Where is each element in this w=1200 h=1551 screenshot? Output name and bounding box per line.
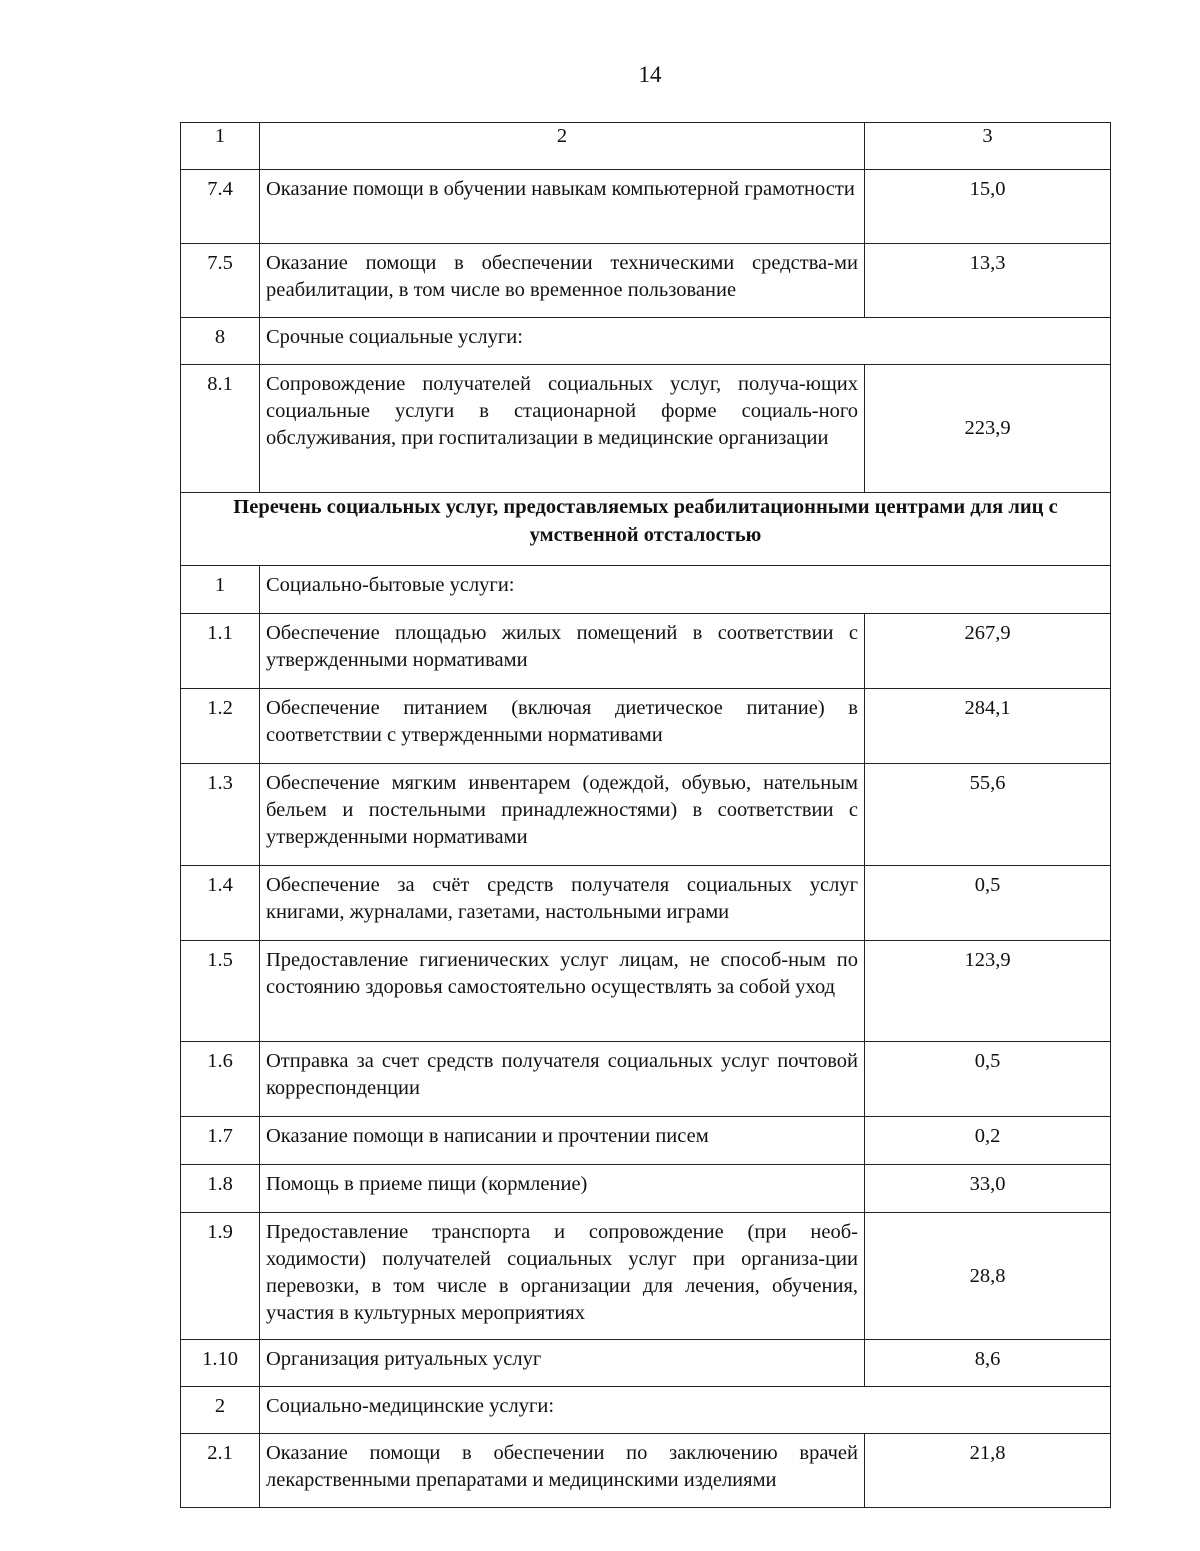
service-cost: 28,8 — [865, 1213, 1111, 1340]
group-row — [181, 1387, 1111, 1434]
service-name: Предоставление гигиенических услуг лицам, не способ-ным по состоянию здоровья самостоятельно осуществлять за собой уход — [260, 941, 865, 1042]
service-cost: 33,0 — [865, 1165, 1111, 1213]
table-row — [181, 170, 1111, 244]
row-number: 1.10 — [181, 1340, 260, 1387]
services-table — [180, 122, 1111, 1508]
service-cost: 13,3 — [865, 244, 1111, 318]
service-name: Обеспечение мягким инвентарем (одеждой, обувью, нательным бельем и постельными принадлежностями) в соответствии с утвержденными нормативами — [260, 764, 865, 866]
row-number: 1.8 — [181, 1165, 260, 1213]
service-cost: 21,8 — [865, 1434, 1111, 1508]
row-number: 8.1 — [181, 365, 260, 493]
row-number: 1.1 — [181, 614, 260, 689]
table-row — [181, 689, 1111, 764]
group-number: 1 — [181, 566, 260, 614]
group-title: Социально-медицинские услуги: — [260, 1387, 1111, 1434]
service-name: Организация ритуальных услуг — [260, 1340, 865, 1387]
row-number: 1.5 — [181, 941, 260, 1042]
group-row — [181, 566, 1111, 614]
service-name: Оказание помощи в обучении навыкам компьютерной грамотности — [260, 170, 865, 244]
group-title: Социально-бытовые услуги: — [260, 566, 1111, 614]
table-row — [181, 866, 1111, 941]
table-row — [181, 244, 1111, 318]
table-row — [181, 614, 1111, 689]
group-title: Срочные социальные услуги: — [260, 318, 1111, 365]
service-name: Обеспечение питанием (включая диетическое питание) в соответствии с утвержденными нормативами — [260, 689, 865, 764]
table-header-row — [181, 123, 1111, 170]
service-cost: 8,6 — [865, 1340, 1111, 1387]
table-row — [181, 1117, 1111, 1165]
service-name: Предоставление транспорта и сопровождение (при необ-ходимости) получателей социальных услуг при организа-ции перевозки, в том числе в организации для лечения, обучения, участия в культурных мероприятиях — [260, 1213, 865, 1340]
row-number: 2.1 — [181, 1434, 260, 1508]
service-cost: 55,6 — [865, 764, 1111, 866]
table-row — [181, 1434, 1111, 1508]
service-name: Отправка за счет средств получателя социальных услуг почтовой корреспонденции — [260, 1042, 865, 1117]
row-number: 1.4 — [181, 866, 260, 941]
page-number: 14 — [638, 62, 662, 87]
service-name: Оказание помощи в написании и прочтении писем — [260, 1117, 865, 1165]
header-cell-1: 1 — [181, 123, 260, 170]
section-header-row — [181, 493, 1111, 566]
service-name: Обеспечение площадью жилых помещений в соответствии с утвержденными нормативами — [260, 614, 865, 689]
table-row — [181, 764, 1111, 866]
table-row — [181, 365, 1111, 493]
group-number: 2 — [181, 1387, 260, 1434]
group-number: 8 — [181, 318, 260, 365]
table-row — [181, 1042, 1111, 1117]
header-cell-2: 2 — [260, 123, 865, 170]
service-cost: 223,9 — [865, 365, 1111, 493]
service-cost: 267,9 — [865, 614, 1111, 689]
table-row — [181, 1213, 1111, 1340]
row-number: 1.2 — [181, 689, 260, 764]
service-name: Обеспечение за счёт средств получателя социальных услуг книгами, журналами, газетами, настольными играми — [260, 866, 865, 941]
service-name: Сопровождение получателей социальных услуг, получа-ющих социальные услуги в стационарной форме социаль-ного обслуживания, при госпитализации в медицинские организации — [260, 365, 865, 493]
service-name: Оказание помощи в обеспечении по заключению врачей лекарственными препаратами и медицинскими изделиями — [260, 1434, 865, 1508]
service-cost: 0,5 — [865, 866, 1111, 941]
header-cell-3: 3 — [865, 123, 1111, 170]
row-number: 1.3 — [181, 764, 260, 866]
row-number: 7.4 — [181, 170, 260, 244]
row-number: 1.6 — [181, 1042, 260, 1117]
service-cost: 123,9 — [865, 941, 1111, 1042]
table-row — [181, 1165, 1111, 1213]
service-name: Помощь в приеме пищи (кормление) — [260, 1165, 865, 1213]
table-row — [181, 941, 1111, 1042]
service-cost: 15,0 — [865, 170, 1111, 244]
service-name: Оказание помощи в обеспечении техническими средства-ми реабилитации, в том числе во временное пользование — [260, 244, 865, 318]
service-cost: 0,5 — [865, 1042, 1111, 1117]
service-cost: 0,2 — [865, 1117, 1111, 1165]
group-row — [181, 318, 1111, 365]
row-number: 7.5 — [181, 244, 260, 318]
table-row — [181, 1340, 1111, 1387]
row-number: 1.7 — [181, 1117, 260, 1165]
row-number: 1.9 — [181, 1213, 260, 1340]
section-title: Перечень социальных услуг, предоставляемых реабилитационными центрами для лиц с умственной отсталостью — [181, 493, 1111, 566]
service-cost: 284,1 — [865, 689, 1111, 764]
